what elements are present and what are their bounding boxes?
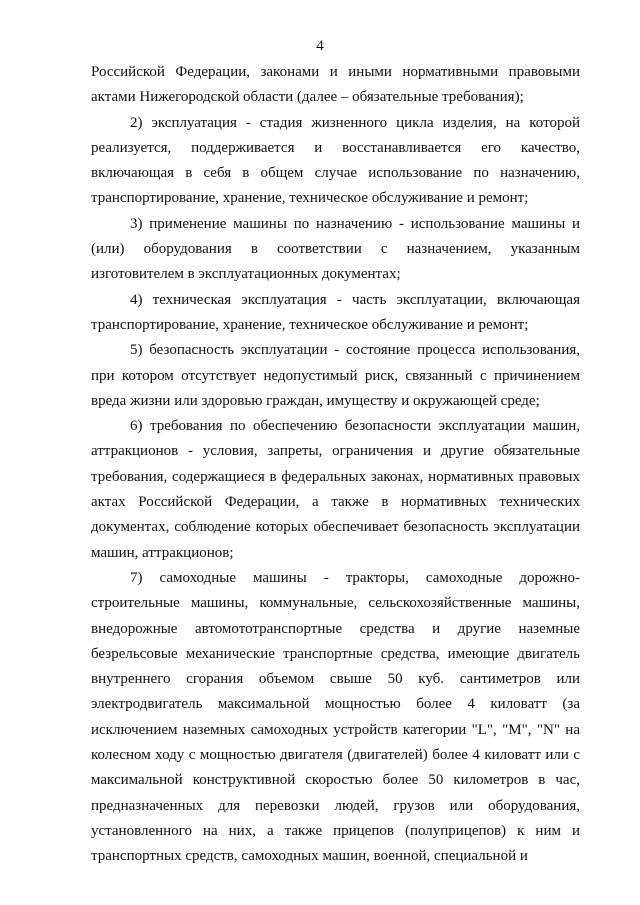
paragraph-continuation: Российской Федерации, законами и иными нормативными правовыми актами Нижегородской области (далее – обязательные требования); <box>91 64 580 106</box>
paragraph-definition-5: 5) безопасность эксплуатации - состояние процесса использования, при котором отсутствует недопустимый риск, связанный с причинением вреда жизни или здоровью граждан, имуществу и окружающей среде; <box>91 342 580 409</box>
page-number: 4 <box>316 38 324 54</box>
paragraph-definition-3: 3) применение машины по назначению - использование машины и (или) оборудования в соответствии с назначением, указанным изготовителем в эксплуатационных документах; <box>91 215 580 283</box>
paragraph-definition-7: 7) самоходные машины - тракторы, самоходные дорожно-строительные машины, коммунальные, сельскохозяйственные машины, внедорожные автомототранспортные средства и другие наземные безрельсовые механические транспортные средства, имеющие двигатель внутреннего сгорания объемом свыше 50 куб. сантиметров или электродвигатель максимальной мощностью более 4 киловатт (за исключением наземных самоходных устройств категории "L", "M", "N" на колесном ходу с мощностью двигателя (двигателей) более 4 киловатт или с максимальной конструктивной скоростью более 50 километров в час, предназначенных для перевозки людей, грузов или оборудования, установленного на них, а также прицепов (полуприцепов) к ним и транспортных средств, самоходных машин, военной, специальной и <box>91 569 580 865</box>
paragraph-definition-2: 2) эксплуатация - стадия жизненного цикла изделия, на которой реализуется, поддерживается и восстанавливается его качество, включающая в себя в общем случае использование по назначению, транспортирование, хранение, техническое обслуживание и ремонт; <box>91 114 580 207</box>
document-body <box>91 60 580 870</box>
paragraph-definition-4: 4) техническая эксплуатация - часть эксплуатации, включающая транспортирование, хранение, техническое обслуживание и ремонт; <box>91 291 580 333</box>
paragraph-definition-6: 6) требования по обеспечению безопасности эксплуатации машин, аттракционов - условия, запреты, ограничения и другие обязательные требования, содержащиеся в федеральных законах, нормативных правовых актах Российской Федерации, а также в нормативных технических документах, соблюдение которых обеспечивает безопасность эксплуатации машин, аттракционов; <box>91 418 580 561</box>
